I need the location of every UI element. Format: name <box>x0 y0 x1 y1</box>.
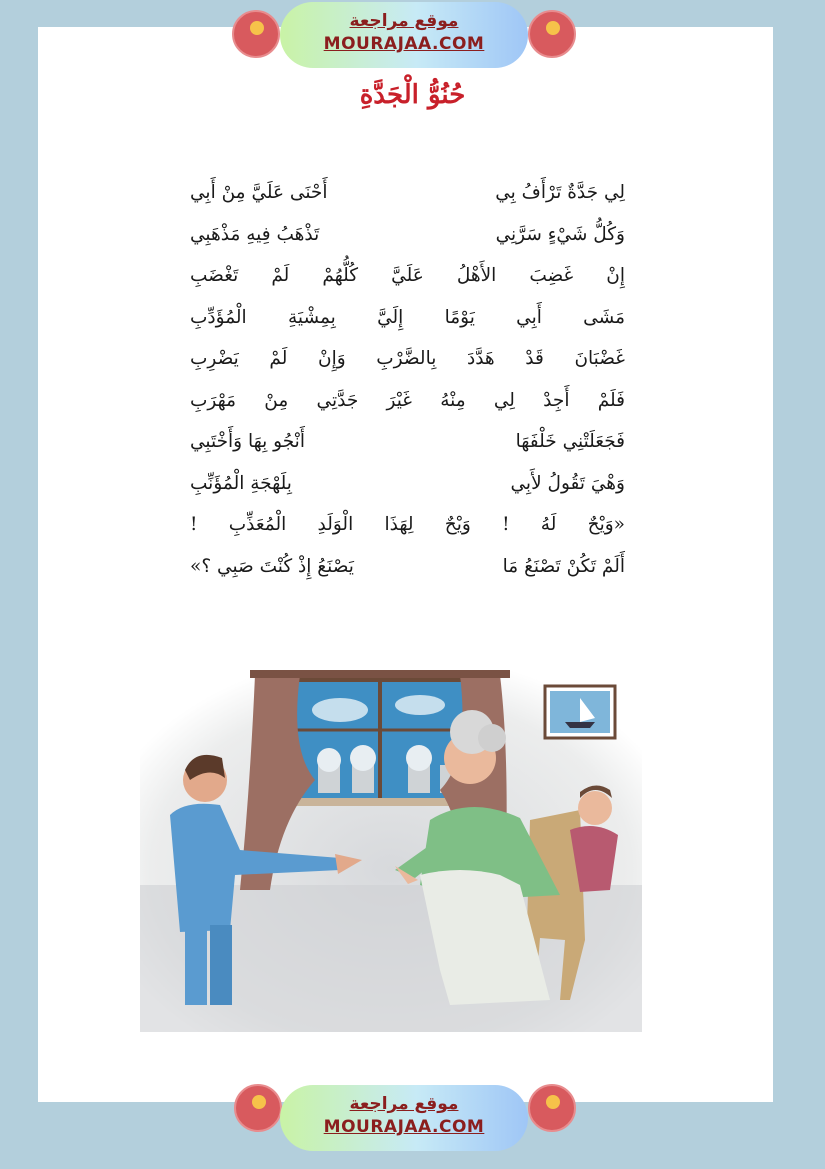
verse-first-hemistich: لِي جَدَّةٌ تَرْأَفُ بِي <box>495 182 625 203</box>
verse-first-hemistich: وَكُلُّ شَيْءٍ سَرَّنِي <box>495 223 625 245</box>
logo-icon <box>250 21 264 35</box>
poem-body <box>190 172 625 587</box>
verse-second-hemistich: يَصْنَعُ إِذْ كُنْتَ صَبِي ؟» <box>190 555 354 577</box>
verse-full-line: مَشَى أَبِي يَوْمًا إِلَيَّ بِمِشْيَةِ الْمُؤَدِّبِ <box>190 306 625 328</box>
verse-second-hemistich: بِلَهْجَةِ الْمُؤَنِّبِ <box>190 472 292 494</box>
verse-first-hemistich: فَجَعَلَتْنِي خَلْفَهَا <box>515 431 625 452</box>
wall-picture <box>545 686 615 738</box>
site-logo-badge-right <box>528 1084 576 1132</box>
site-logo-badge-left <box>234 1084 282 1132</box>
site-banner-top[interactable] <box>280 2 528 68</box>
poem-verse <box>190 421 625 463</box>
poem-verse <box>190 380 625 422</box>
verse-full-line: غَضْبَانَ قَدْ هَدَّدَ بِالضَّرْبِ وَإِنْ لَمْ يَضْرِبِ <box>190 348 625 369</box>
verse-full-line: إِنْ غَضِبَ الأَهْلُ عَلَيَّ كُلُّهُمْ لَمْ تَغْضَبِ <box>190 265 625 286</box>
verse-first-hemistich: أَلَمْ تَكُنْ تَصْنَعُ مَا <box>502 555 625 577</box>
verse-full-line: «وَيْحٌ لَهُ ! وَيْحٌ لِهَذَا الْوَلَدِ الْمُعَذِّبِ ! <box>190 514 625 535</box>
site-logo-badge-right <box>528 10 576 58</box>
verse-second-hemistich: أَحْنَى عَلَيَّ مِنْ أَبِي <box>190 182 328 203</box>
poem-verse <box>190 546 625 588</box>
site-banner-bottom[interactable] <box>280 1085 528 1151</box>
site-name-arabic[interactable]: موقع مراجعة <box>349 11 459 31</box>
verse-full-line: فَلَمْ أَجِدْ لِي مِنْهُ غَيْرَ جَدَّتِي مِنْ مَهْرَبِ <box>190 389 625 411</box>
poem-verse <box>190 463 625 505</box>
verse-first-hemistich: وَهْيَ تَقُولُ لأَبِي <box>510 472 625 494</box>
poem-verse <box>190 297 625 339</box>
verse-second-hemistich: تَذْهَبُ فِيهِ مَذْهَبِي <box>190 223 320 245</box>
grandmother-illustration <box>140 670 642 1032</box>
poem-verse <box>190 504 625 546</box>
poem-verse <box>190 338 625 380</box>
curtain-rod <box>250 670 510 678</box>
poem-verse <box>190 172 625 214</box>
poem-verse <box>190 214 625 256</box>
verse-second-hemistich: أَنْجُو بِهَا وَأَخْتَبِي <box>190 431 305 452</box>
site-name-arabic[interactable]: موقع مراجعة <box>349 1094 459 1114</box>
site-name-latin[interactable]: MOURAJAA.COM <box>323 1117 485 1137</box>
poem-verse <box>190 255 625 297</box>
poem-title: حُنُوُّ الْجَدَّةِ <box>359 80 466 110</box>
logo-icon <box>546 21 560 35</box>
logo-icon <box>546 1095 560 1109</box>
site-name-latin[interactable]: MOURAJAA.COM <box>323 34 485 54</box>
site-logo-badge-left <box>232 10 280 58</box>
logo-icon <box>252 1095 266 1109</box>
